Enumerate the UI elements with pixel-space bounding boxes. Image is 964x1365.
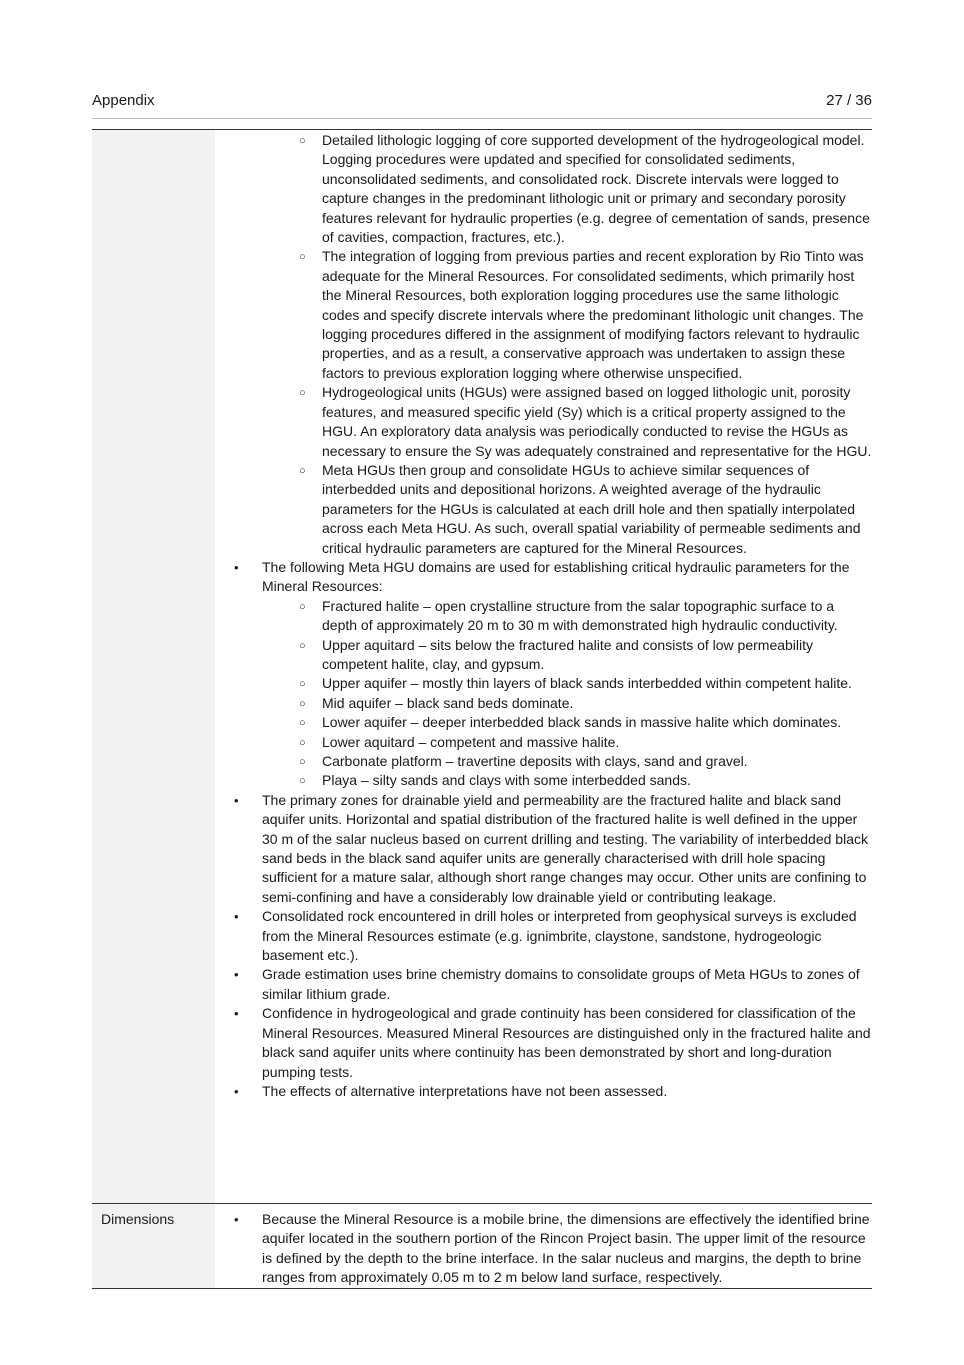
circle-bullet-icon: ○ bbox=[299, 387, 306, 400]
bullet-text: The primary zones for drainable yield and permeability are the fractured halite and black sand aquifer units. Horizontal and spatial distribution of the fractured halite is well defined in the upper 30 m of the salar nucleus based on current drilling and testing. The variability of interbedded black sand beds in the black sand aquifer units are generally characterised with drill hole spacing sufficient for a mature salar, although short range changes may occur. Other units are confining to semi-confining and have a considerably low drainable yield or contributing leakage. bbox=[262, 791, 868, 905]
bullet-item bbox=[215, 558, 872, 597]
table-bottom-border bbox=[92, 1288, 872, 1289]
circle-bullet-icon: ○ bbox=[299, 600, 306, 613]
circle-bullet-icon: ○ bbox=[299, 775, 306, 788]
sub-bullet-item bbox=[215, 636, 872, 675]
circle-bullet-icon: ○ bbox=[299, 756, 306, 768]
header-divider bbox=[92, 118, 872, 119]
circle-bullet-icon: ○ bbox=[299, 639, 306, 652]
sub-bullet-item bbox=[215, 713, 872, 732]
bullet-item bbox=[215, 791, 872, 907]
bullet-text: Upper aquifer – mostly thin layers of black sands interbedded within competent halite. bbox=[322, 675, 852, 692]
bullet-item bbox=[215, 1082, 872, 1101]
dot-bullet-icon: • bbox=[234, 792, 239, 808]
sub-bullet-item bbox=[215, 131, 872, 247]
dot-bullet-icon: • bbox=[234, 559, 239, 575]
bullet-text: Lower aquitard – competent and massive halite. bbox=[322, 733, 620, 750]
bullet-text: Carbonate platform – travertine deposits with clays, sand and gravel. bbox=[322, 753, 748, 769]
bullet-text: Lower aquifer – deeper interbedded black sands in massive halite which dominates. bbox=[322, 714, 842, 731]
sub-bullet-item bbox=[215, 461, 872, 558]
bullet-item bbox=[215, 1210, 872, 1288]
commentary-cell bbox=[215, 1204, 872, 1288]
bullet-text: Grade estimation uses brine chemistry domains to consolidate groups of Meta HGUs to zones of similar lithium grade. bbox=[262, 966, 860, 1002]
bullet-item bbox=[215, 965, 872, 1004]
sub-bullet-item bbox=[215, 674, 872, 693]
bullet-text: Upper aquitard – sits below the fractured halite and consists of low permeability competent halite, clay, and gypsum. bbox=[322, 636, 814, 672]
dot-bullet-icon: • bbox=[234, 967, 239, 983]
dot-bullet-icon: • bbox=[234, 1006, 239, 1022]
bullet-text: Confidence in hydrogeological and grade continuity has been considered for classification of the Mineral Resources. Measured Mineral Resources are distinguished only in the fractured halite and black sand aquifer units where continuity has been demonstrated by short and long-duration pumping tests. bbox=[262, 1005, 871, 1080]
circle-bullet-icon: ○ bbox=[299, 736, 306, 749]
table-row bbox=[92, 130, 872, 1203]
bullet-text: Playa – silty sands and clays with some interbedded sands. bbox=[322, 772, 691, 789]
dot-bullet-icon: • bbox=[234, 1083, 239, 1099]
bullet-text: Because the Mineral Resource is a mobile brine, the dimensions are effectively the identified brine aquifer located in the southern portion of the Rincon Project basin. The upper limit of the resource is defined by the depth to the brine interface. In the salar nucleus and margins, the depth to brine ranges from approximately 0.05 m to 2 m below land surface, respectively. bbox=[262, 1211, 870, 1286]
criteria-table bbox=[92, 130, 872, 1288]
sub-bullet-item bbox=[215, 771, 872, 790]
circle-bullet-icon: ○ bbox=[299, 717, 306, 730]
sub-bullet-item bbox=[215, 597, 872, 636]
bullet-item bbox=[215, 1004, 872, 1082]
commentary-cell bbox=[215, 130, 872, 1203]
circle-bullet-icon: ○ bbox=[299, 678, 306, 691]
page-number: 27 / 36 bbox=[826, 92, 872, 109]
circle-bullet-icon: ○ bbox=[299, 135, 306, 147]
bullet-text: Detailed lithologic logging of core supported development of the hydrogeological model. Logging procedures were updated and specified for consolidated sediments, unconsolidated sediments, and consolidated rock. Discrete intervals were logged to capture changes in the predominant lithologic unit or primary and secondary porosity features relevant for hydraulic properties (e.g. degree of cementation of sands, presence of cavities, compaction, fractures, etc.). bbox=[322, 132, 870, 246]
bullet-text: The effects of alternative interpretations have not been assessed. bbox=[262, 1082, 668, 1099]
header-title: Appendix bbox=[92, 92, 155, 109]
bullet-item bbox=[215, 907, 872, 965]
bullet-text: Meta HGUs then group and consolidate HGUs to achieve similar sequences of interbedded units and depositional horizons. A weighted average of the hydraulic parameters for the HGUs is calculated at each drill hole and then spatially interpolated across each Meta HGU. As such, overall spatial variability of permeable sediments and critical hydraulic parameters are captured for the Mineral Resources. bbox=[322, 461, 861, 556]
sub-bullet-item bbox=[215, 752, 872, 771]
bullet-text: Fractured halite – open crystalline structure from the salar topographic surface to a depth of approximately 20 m to 30 m with demonstrated high hydraulic conductivity. bbox=[322, 597, 838, 634]
circle-bullet-icon: ○ bbox=[299, 251, 306, 264]
circle-bullet-icon: ○ bbox=[299, 697, 306, 710]
dot-bullet-icon: • bbox=[234, 909, 239, 925]
criteria-label-cell: Dimensions bbox=[92, 1204, 215, 1288]
dot-bullet-icon: • bbox=[234, 1212, 239, 1227]
table-row bbox=[92, 1204, 872, 1288]
sub-bullet-item bbox=[215, 694, 872, 713]
circle-bullet-icon: ○ bbox=[299, 464, 306, 477]
bullet-text: The integration of logging from previous parties and recent exploration by Rio Tinto was adequate for the Mineral Resources. For consolidated sediments, which primarily host the Mineral Resources, both exploration logging procedures use the same lithologic codes and specify discrete intervals where the predominant lithologic unit changes. The logging procedures differed in the assignment of modifying factors relevant to hydraulic properties, and as a result, a conservative approach was undertaken to assign these factors to previous exploration logging where otherwise unspecified. bbox=[322, 248, 864, 381]
bullet-text: Hydrogeological units (HGUs) were assigned based on logged lithologic unit, porosity features, and measured specific yield (Sy) which is a critical property assigned to the HGU. An exploratory data analysis was periodically conducted to revise the HGUs as necessary to ensure the Sy was adequately constrained and representative for the HGU. bbox=[322, 384, 872, 459]
bullet-text: Mid aquifer – black sand beds dominate. bbox=[322, 694, 574, 711]
bullet-text: The following Meta HGU domains are used for establishing critical hydraulic parameters for the Mineral Resources: bbox=[262, 558, 850, 595]
bullet-text: Consolidated rock encountered in drill holes or interpreted from geophysical surveys is excluded from the Mineral Resources estimate (e.g. ignimbrite, claystone, sandstone, hydrogeologic basement etc.). bbox=[262, 908, 857, 964]
sub-bullet-item bbox=[215, 383, 872, 461]
sub-bullet-item bbox=[215, 247, 872, 383]
page-header bbox=[92, 92, 872, 112]
criteria-label-cell bbox=[92, 130, 215, 1203]
sub-bullet-item bbox=[215, 733, 872, 752]
